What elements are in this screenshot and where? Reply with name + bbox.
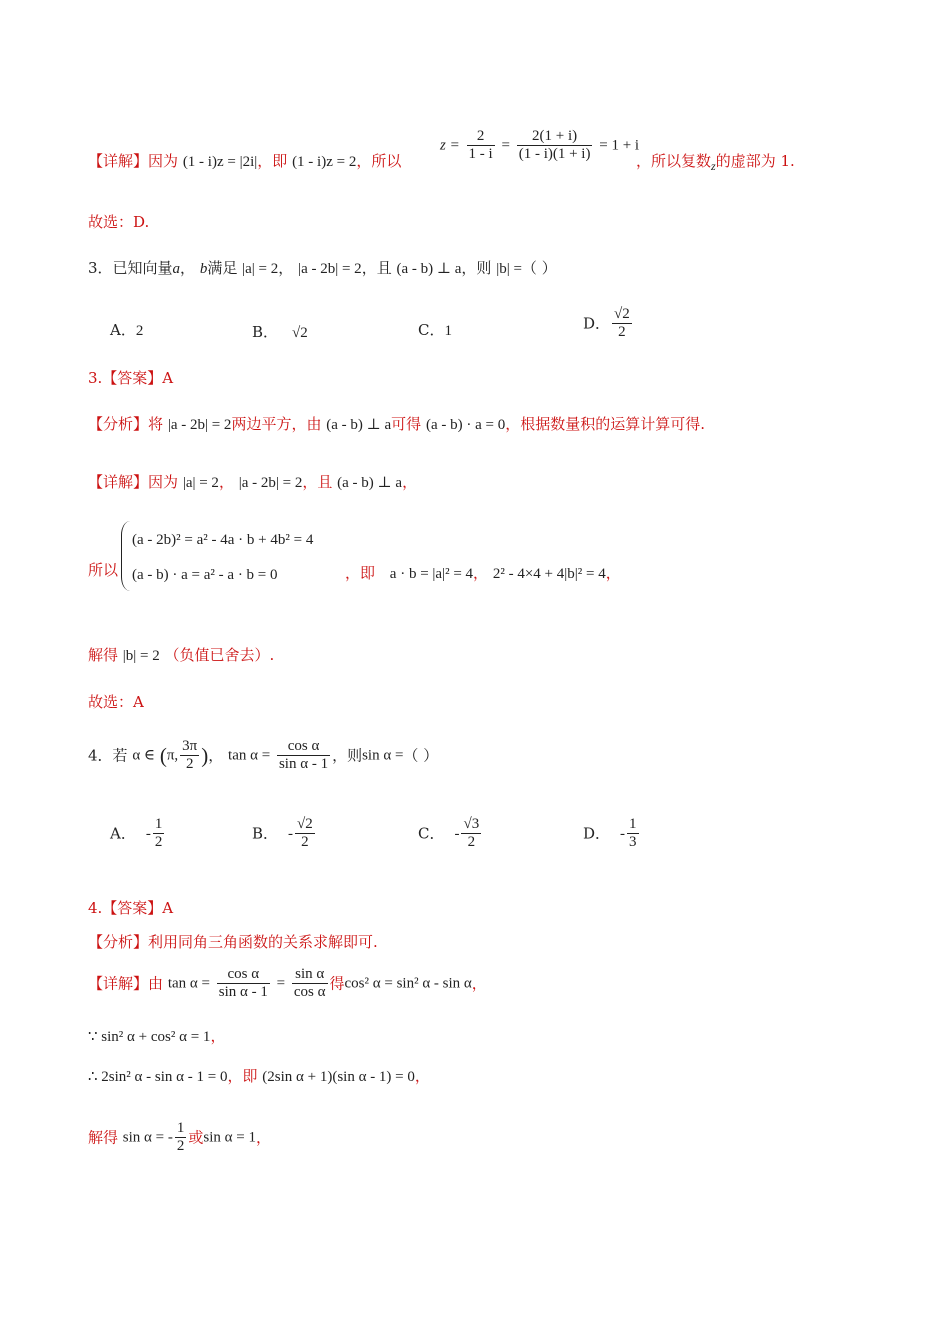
q4-option-c: C． - $\frac{√3}{2}$ <box>418 816 480 850</box>
q4-option-b: B． - $\frac{√2}{2}$ <box>252 816 313 850</box>
math-expr: |b| = <box>496 261 522 277</box>
system-brace <box>121 521 131 591</box>
fraction: $\frac{2(1 + i)}{(1 - i)(1 + i)}$ <box>518 128 591 162</box>
because-line: ∵ sin² α + cos² α = 1， <box>88 1027 226 1045</box>
detail-tag: 【详解】 <box>88 152 149 170</box>
detail-3: 【详解】因为 |a| = 2， |a - 2b| = 2，且 (a - b) ⊥ a， <box>88 473 418 491</box>
fraction: $\frac{1}{2}$ <box>154 816 163 850</box>
system-eq-2: (a - b) · a = a² - a · b = 0 <box>132 567 278 583</box>
q3-option-c: C．1 <box>418 321 452 339</box>
fraction: $\frac{2}{1 - i}$ <box>468 128 493 162</box>
question-3-stem: 3．已知向量a， b满足 |a| = 2， |a - 2b| = 2，且 (a - b) ⊥ a，则 |b| =（ ） <box>88 259 557 277</box>
q4-option-a: A． - $\frac{1}{2}$ <box>110 816 163 850</box>
fraction: $\frac{\text{sin α}}{\text{cos α}}$ <box>293 966 326 1000</box>
math-expr: (a - b) ⊥ a <box>396 261 462 277</box>
fraction: $\frac{\text{cos α}}{\text{sin α - 1}}$ <box>218 966 268 1000</box>
complex-fraction-chain: z = $\frac{2}{1 - i}$ = $\frac{2(1 + i)}{(1 - i)(1 + i)}$ = 1 + i <box>440 128 640 162</box>
choose-line: 故选：D. <box>88 213 150 231</box>
math-expr: |a - 2b| = 2 <box>298 261 362 277</box>
fraction: $\frac{1}{2}$ <box>176 1120 185 1154</box>
detail-4: 【详解】由 tan α = $\frac{\text{cos α}}{\text{sin α - 1}}$ = $\frac{\text{sin α}}{\text{cos α}}$ 得cos² α = sin² α - sin α， <box>88 966 487 1000</box>
fraction: $\frac{\text{cos α}}{\text{sin α - 1}}$ <box>278 738 329 772</box>
q3-option-b: B． √2 <box>252 323 308 341</box>
fraction: $\frac{√3}{2}$ <box>463 816 480 850</box>
math-expr: (1 - i)z = 2 <box>292 154 357 170</box>
detail-line-complex: 【详解】因为 (1 - i)z = |2i|，即 (1 - i)z = 2，所以 <box>88 152 402 170</box>
choose-3: 故选：A <box>88 693 144 711</box>
answer-3: 3.【答案】A <box>88 369 174 387</box>
fraction: $\frac{√2}{2}$ <box>614 306 630 340</box>
system-eq-1: (a - 2b)² = a² - 4a · b + 4b² = 4 <box>132 532 314 548</box>
math-expr: (1 - i)z = |2i| <box>182 154 258 170</box>
system-result: ，即 a · b = |a|² = 4， 2² - 4×4 + 4|b|² = 4， <box>345 564 621 582</box>
therefore-line: ∴ 2sin² α - sin α - 1 = 0，即 (2sin α + 1)(sin α - 1) = 0， <box>88 1067 430 1085</box>
q3-option-a: A．2 <box>110 321 144 339</box>
detail-line-complex-tail: ，所以复数$_z$的虚部为 1. <box>636 152 795 173</box>
fraction: $\frac{3\pi}{2}$ <box>182 738 198 772</box>
analysis-3: 【分析】将 |a - 2b| = 2两边平方，由 (a - b) ⊥ a可得 (a - b) · a = 0，根据数量积的运算计算可得. <box>88 415 705 433</box>
q3-option-d: D． $\frac{√2}{2}$ <box>583 306 630 340</box>
solve-3: 解得 |b| = 2 （负值已舍去）. <box>88 646 275 664</box>
math-expr: |a| = 2 <box>242 261 279 277</box>
question-4-stem: 4．若 α ∈ (π, $\frac{3\pi}{2}$ )， tan α = $\frac{\text{cos α}}{\text{sin α - 1}}$ ，则sin α =（ ） <box>88 738 439 772</box>
so-label: 所以 <box>88 561 119 579</box>
fraction: $\frac{1}{3}$ <box>629 816 637 850</box>
answer-4: 4.【答案】A <box>88 899 174 917</box>
q4-option-d: D． - $\frac{1}{3}$ <box>583 816 637 850</box>
fraction: $\frac{√2}{2}$ <box>297 816 313 850</box>
solve-4: 解得 sin α = - $\frac{1}{2}$ 或sin α = 1， <box>88 1120 271 1154</box>
analysis-4: 【分析】利用同角三角函数的关系求解即可. <box>88 933 378 951</box>
